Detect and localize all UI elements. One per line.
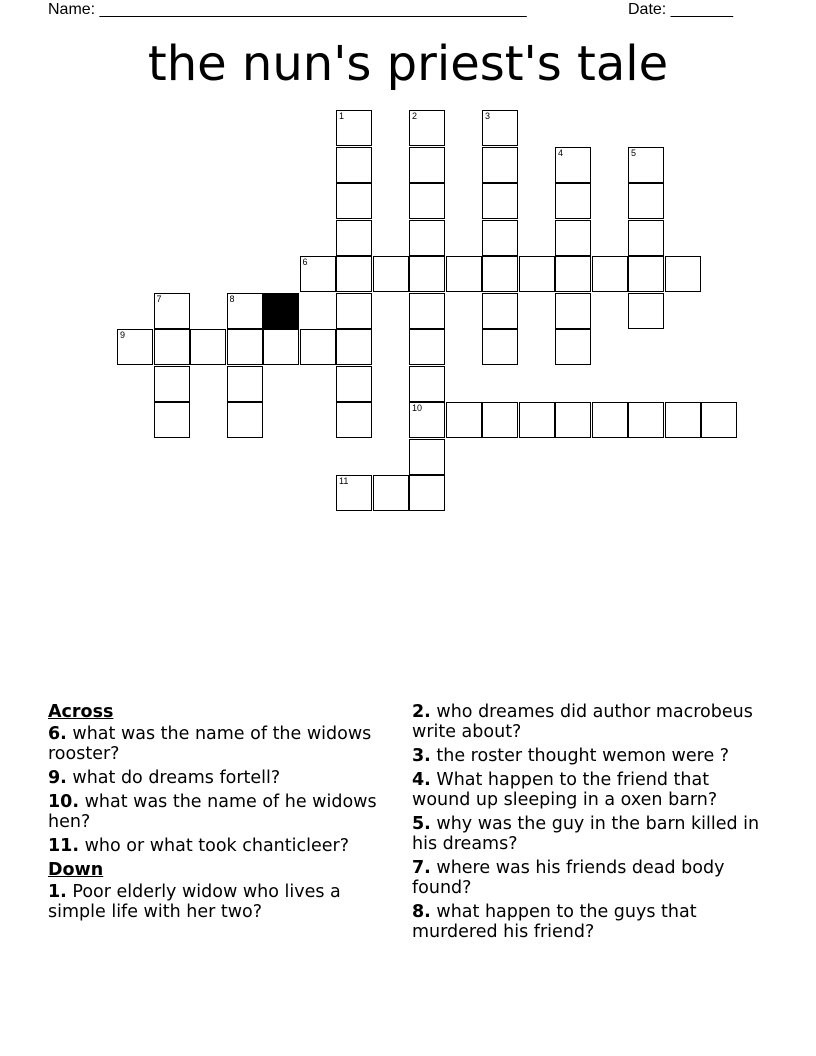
- answer-cell[interactable]: [519, 402, 555, 438]
- clue-number-label: 8: [229, 293, 235, 304]
- answer-cell[interactable]: [482, 293, 518, 329]
- clue-text: Poor elderly widow who lives a simple life with her two?: [48, 882, 341, 922]
- answer-cell[interactable]: [373, 256, 409, 292]
- clue-text: why was the guy in the barn killed in his dreams?: [412, 814, 760, 854]
- answer-cell[interactable]: [300, 256, 336, 292]
- answer-cell[interactable]: [336, 147, 372, 183]
- clue-number: 10.: [48, 792, 80, 812]
- answer-cell[interactable]: [555, 220, 591, 256]
- answer-cell[interactable]: [628, 293, 664, 329]
- answer-cell[interactable]: [409, 439, 445, 475]
- clue-number: 11.: [48, 836, 80, 856]
- answer-cell[interactable]: [409, 256, 445, 292]
- answer-cell[interactable]: [555, 293, 591, 329]
- clue-down-4: [412, 770, 772, 810]
- clue-text: the roster thought wemon were ?: [430, 746, 730, 766]
- clue-number-label: 2: [412, 111, 418, 121]
- clue-number: 3.: [412, 746, 431, 766]
- clue-number: 4.: [412, 770, 431, 790]
- answer-cell[interactable]: [628, 256, 664, 292]
- clues-right-column: [412, 702, 772, 946]
- clue-number-label: 1: [339, 111, 345, 121]
- clue-text: who dreames did author macrobeus write about?: [412, 702, 753, 742]
- clue-down-1: [48, 882, 400, 922]
- clue-number: 9.: [48, 768, 67, 788]
- clue-text: where was his friends dead body found?: [412, 858, 725, 898]
- clue-number-label: 5: [631, 147, 637, 158]
- across-heading: Across: [48, 702, 114, 722]
- answer-cell[interactable]: [555, 256, 591, 292]
- answer-cell[interactable]: [482, 147, 518, 183]
- clue-down-8: [412, 902, 772, 942]
- answer-cell[interactable]: [555, 402, 591, 438]
- answer-cell[interactable]: [446, 256, 482, 292]
- answer-cell[interactable]: [446, 402, 482, 438]
- answer-cell[interactable]: [227, 402, 263, 438]
- answer-cell[interactable]: [665, 256, 701, 292]
- answer-cell[interactable]: [117, 329, 153, 365]
- answer-cell[interactable]: [227, 366, 263, 402]
- clue-text: What happen to the friend that wound up sleeping in a oxen barn?: [412, 770, 718, 810]
- answer-cell[interactable]: [336, 475, 372, 511]
- answer-cell[interactable]: [628, 220, 664, 256]
- answer-cell[interactable]: [336, 220, 372, 256]
- answer-cell[interactable]: [409, 293, 445, 329]
- answer-cell[interactable]: [701, 402, 737, 438]
- clue-number-label: 9: [120, 330, 126, 340]
- answer-cell[interactable]: [154, 402, 190, 438]
- answer-cell[interactable]: [336, 402, 372, 438]
- clue-text: what was the name of the widows rooster?: [48, 724, 372, 764]
- answer-cell[interactable]: [227, 293, 263, 329]
- clue-down-2: [412, 702, 772, 742]
- clue-down-5: [412, 814, 772, 854]
- clue-text: what do dreams fortell?: [66, 768, 281, 788]
- black-square: [263, 293, 299, 329]
- date-field-label[interactable]: Date: _______: [628, 1, 733, 18]
- clue-number-label: 4: [558, 147, 564, 158]
- clue-number: 5.: [412, 814, 431, 834]
- clue-number: 7.: [412, 858, 431, 878]
- answer-cell[interactable]: [409, 402, 445, 438]
- answer-cell[interactable]: [628, 147, 664, 183]
- answer-cell[interactable]: [482, 220, 518, 256]
- answer-cell[interactable]: [482, 256, 518, 292]
- answer-cell[interactable]: [409, 329, 445, 365]
- answer-cell[interactable]: [555, 329, 591, 365]
- answer-cell[interactable]: [555, 183, 591, 219]
- clue-number: 6.: [48, 724, 67, 744]
- name-field-label[interactable]: Name: ________________________________________________: [48, 1, 527, 18]
- answer-cell[interactable]: [409, 366, 445, 402]
- answer-cell[interactable]: [373, 475, 409, 511]
- answer-cell[interactable]: [409, 110, 445, 146]
- answer-cell[interactable]: [300, 329, 336, 365]
- answer-cell[interactable]: [665, 402, 701, 438]
- clue-across-10: [48, 792, 400, 832]
- answer-cell[interactable]: [336, 293, 372, 329]
- answer-cell[interactable]: [336, 329, 372, 365]
- answer-cell[interactable]: [154, 329, 190, 365]
- answer-cell[interactable]: [336, 183, 372, 219]
- answer-cell[interactable]: [555, 147, 591, 183]
- clue-across-9: [48, 768, 400, 788]
- answer-cell[interactable]: [154, 366, 190, 402]
- answer-cell[interactable]: [592, 256, 628, 292]
- answer-cell[interactable]: [409, 183, 445, 219]
- down-heading: Down: [48, 860, 104, 880]
- clue-down-7: [412, 858, 772, 898]
- clue-across-6: [48, 724, 400, 764]
- answer-cell[interactable]: [336, 256, 372, 292]
- answer-cell[interactable]: [154, 293, 190, 329]
- answer-cell[interactable]: [409, 220, 445, 256]
- clues-left-column: [48, 702, 400, 926]
- answer-cell[interactable]: [482, 329, 518, 365]
- answer-cell[interactable]: [482, 110, 518, 146]
- answer-cell[interactable]: [227, 329, 263, 365]
- clue-down-3: [412, 746, 772, 766]
- clue-number-label: 6: [302, 257, 308, 267]
- answer-cell[interactable]: [409, 475, 445, 511]
- clue-across-11: [48, 836, 400, 856]
- answer-cell[interactable]: [482, 183, 518, 219]
- answer-cell[interactable]: [628, 183, 664, 219]
- clue-number-label: 3: [485, 111, 491, 121]
- clue-number: 8.: [412, 902, 431, 922]
- answer-cell[interactable]: [263, 329, 299, 365]
- answer-cell[interactable]: [336, 366, 372, 402]
- clue-number: 2.: [412, 702, 431, 722]
- clue-number-label: 7: [156, 293, 162, 304]
- clue-text: who or what took chanticleer?: [79, 836, 349, 856]
- clue-number: 1.: [48, 882, 67, 902]
- answer-cell[interactable]: [336, 110, 372, 146]
- answer-cell[interactable]: [592, 402, 628, 438]
- puzzle-title: the nun's priest's tale: [147, 36, 669, 92]
- answer-cell[interactable]: [628, 402, 664, 438]
- clue-number-label: 11: [339, 476, 349, 486]
- answer-cell[interactable]: [519, 256, 555, 292]
- answer-cell[interactable]: [190, 329, 226, 365]
- answer-cell[interactable]: [409, 147, 445, 183]
- clue-number-label: 10: [412, 403, 423, 413]
- clue-text: what was the name of he widows hen?: [48, 792, 377, 832]
- answer-cell[interactable]: [482, 402, 518, 438]
- clue-text: what happen to the guys that murdered his friend?: [412, 902, 697, 942]
